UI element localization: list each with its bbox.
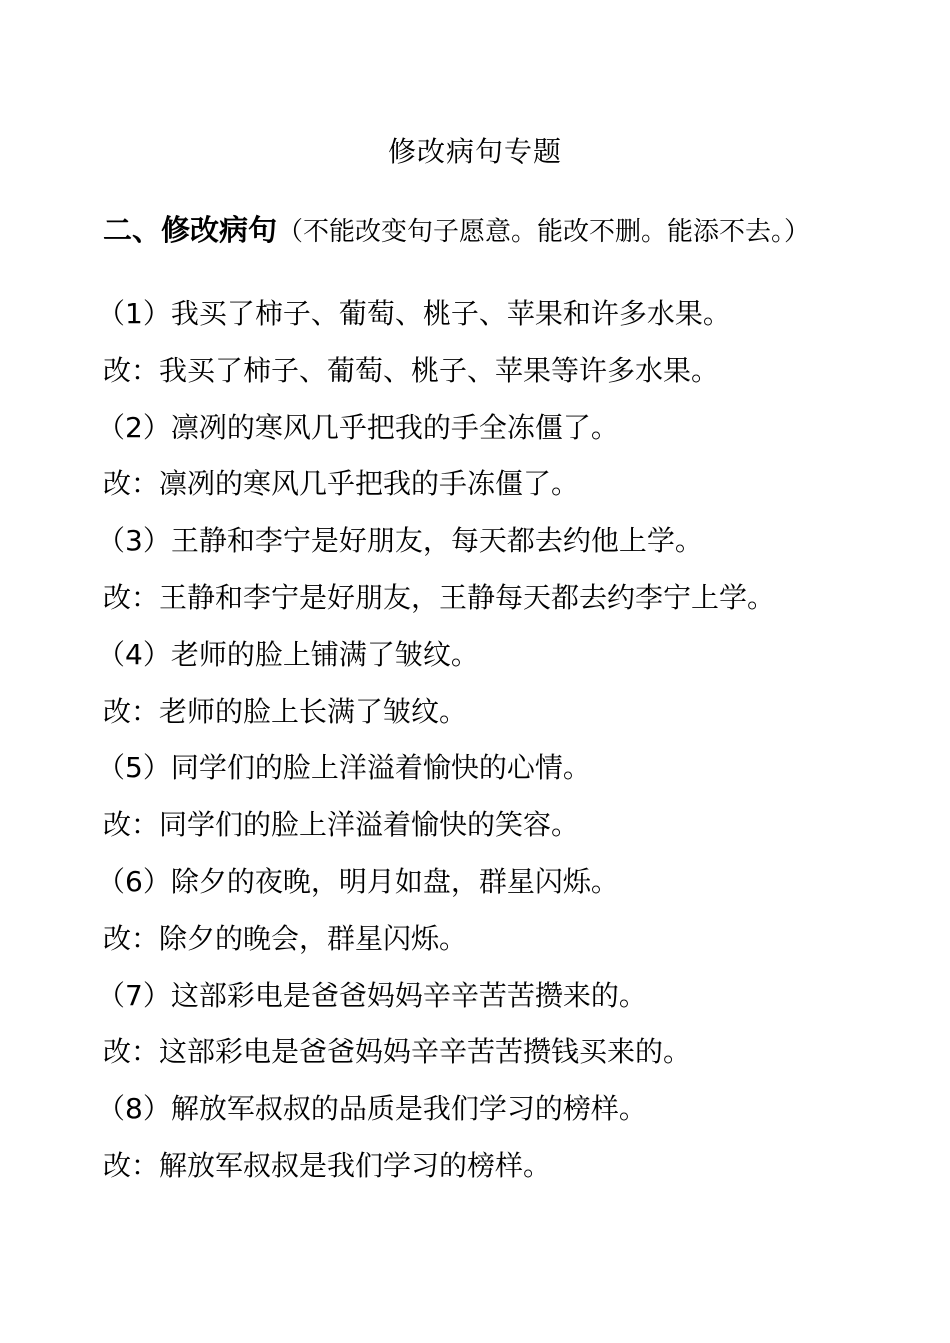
corrected-sentence-text: 同学们的脸上洋溢着愉快的笑容。 (159, 808, 580, 842)
corrected-sentence-text: 这部彩电是爸爸妈妈辛辛苦苦攒钱买来的。 (159, 1035, 692, 1069)
original-sentence (97, 858, 923, 915)
original-sentence-text: 解放军叔叔的品质是我们学习的榜样。 (170, 1092, 647, 1126)
item-number: （4） (97, 637, 171, 671)
correction-label: 改： (103, 1035, 160, 1069)
correction-label: 改： (103, 580, 160, 614)
corrected-sentence (103, 688, 923, 745)
original-sentence (97, 404, 923, 461)
correction-label: 改： (103, 1148, 160, 1182)
original-sentence-text: 这部彩电是爸爸妈妈辛辛苦苦攒来的。 (170, 978, 647, 1012)
corrected-sentence (103, 801, 923, 858)
corrected-sentence-text: 解放军叔叔是我们学习的榜样。 (159, 1148, 552, 1182)
corrected-sentence-text: 除夕的晚会，群星闪烁。 (159, 921, 468, 955)
item-number: （3） (97, 524, 171, 558)
item-number: （8） (97, 1092, 171, 1126)
original-sentence-text: 我买了柿子、葡萄、桃子、苹果和许多水果。 (170, 297, 731, 330)
corrected-sentence-text: 王静和李宁是好朋友，王静每天都去约李宁上学。 (159, 580, 776, 614)
section-instructions: （不能改变句子愿意。能改不删。能添不去。） (277, 217, 811, 247)
correction-label: 改： (103, 694, 160, 728)
original-sentence (97, 744, 923, 801)
correction-label: 改： (103, 808, 160, 842)
original-sentence-text: 老师的脸上铺满了皱纹。 (170, 637, 479, 671)
corrected-sentence (103, 915, 923, 972)
original-sentence (97, 290, 923, 347)
original-sentence-text: 凛冽的寒风几乎把我的手全冻僵了。 (170, 410, 619, 444)
corrected-sentence (103, 1028, 923, 1085)
item-number: （6） (97, 864, 171, 898)
corrected-sentence-text: 老师的脸上长满了皱纹。 (159, 694, 468, 728)
original-sentence (97, 517, 923, 574)
correction-label: 改： (103, 353, 160, 387)
correction-label: 改： (103, 467, 160, 501)
corrected-sentence (103, 347, 923, 404)
item-number: （2） (97, 410, 171, 444)
item-number: （1） (97, 297, 171, 330)
corrected-sentence-text: 凛冽的寒风几乎把我的手冻僵了。 (159, 467, 580, 501)
exercise-list (97, 290, 923, 1199)
corrected-sentence (103, 1142, 923, 1199)
page-title: 修改病句专题 (387, 135, 562, 168)
original-sentence (97, 972, 923, 1029)
correction-label: 改： (103, 921, 160, 955)
corrected-sentence (103, 460, 923, 517)
item-number: （7） (97, 978, 171, 1012)
original-sentence (97, 1085, 923, 1142)
original-sentence (97, 631, 923, 688)
original-sentence-text: 同学们的脸上洋溢着愉快的心情。 (170, 751, 591, 785)
item-number: （5） (97, 751, 171, 785)
corrected-sentence (103, 574, 923, 631)
section-heading (103, 206, 923, 260)
original-sentence-text: 除夕的夜晚，明月如盘，群星闪烁。 (170, 864, 619, 898)
corrected-sentence-text: 我买了柿子、葡萄、桃子、苹果等许多水果。 (159, 353, 720, 387)
original-sentence-text: 王静和李宁是好朋友，每天都去约他上学。 (170, 524, 703, 558)
section-heading-label: 二、修改病句 (103, 213, 278, 247)
